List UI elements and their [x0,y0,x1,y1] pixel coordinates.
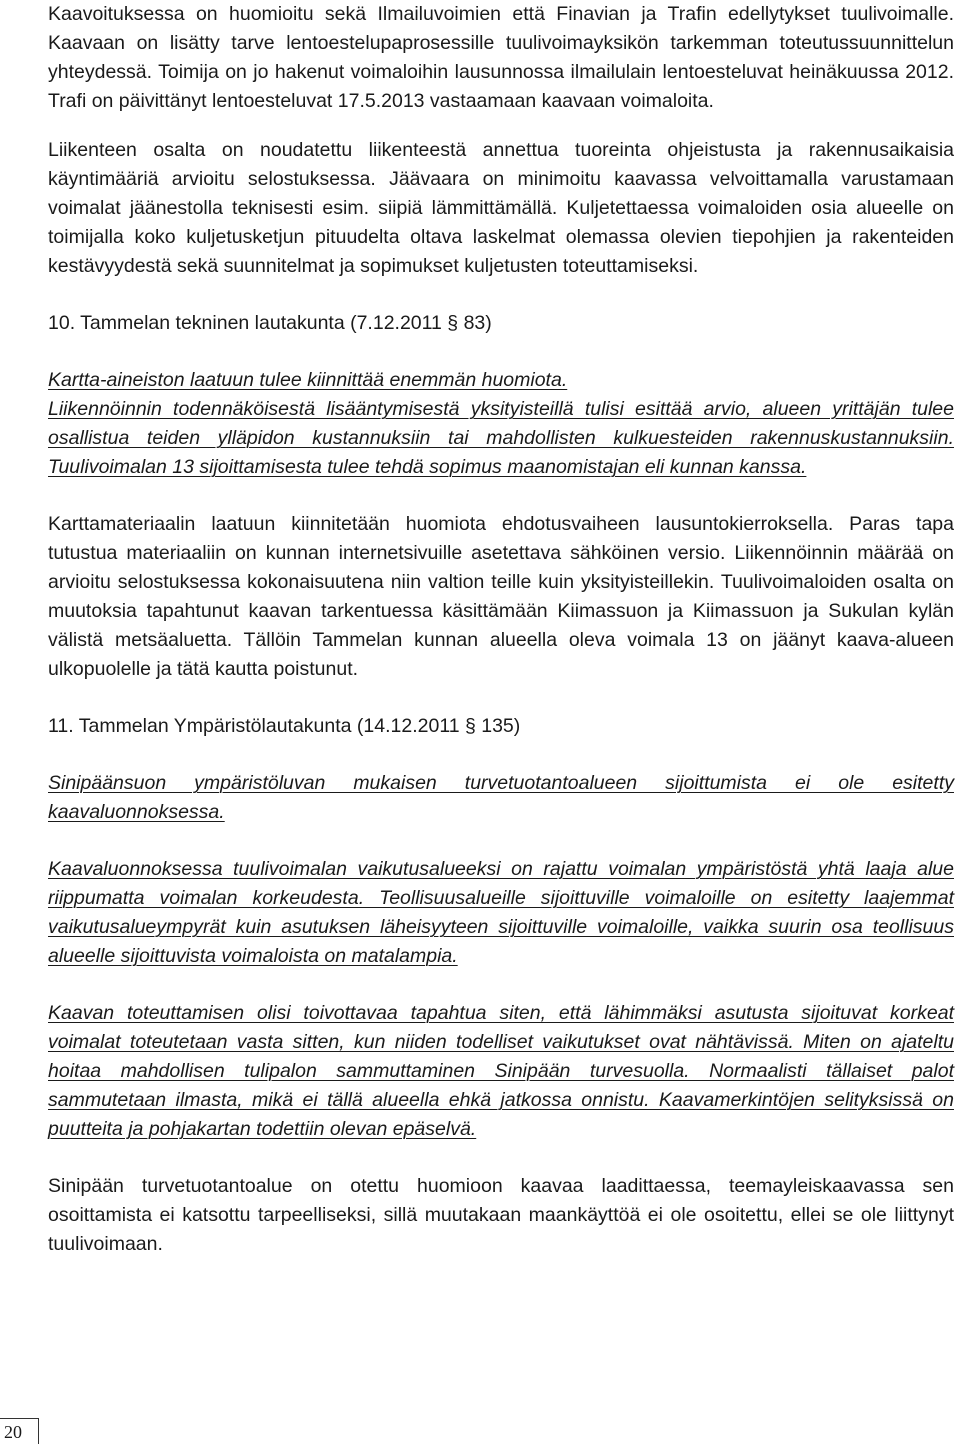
statement-peat-production: Sinipäänsuon ympäristöluvan mukaisen turvetuotantoalueen sijoittumista ei ole esitetty kaavaluonnoksessa. [48,772,954,823]
page-corner-divider [38,1418,39,1444]
statement-private-roads: Liikennöinnin todennäköisestä lisääntymisestä yksityisteillä tulisi esittää arvio, alueen yrittäjän tulee osallistua teiden ylläpidon kustannuksiin tai mahdollisten kulkuesteiden rakennuskustannuksiin. Tuulivoimalan 13 sijoittamisesta tulee tehdä sopimus maanomistajan eli kunnan kanssa. [48,398,954,478]
response-map-material: Karttamateriaalin laatuun kiinnitetään huomiota ehdotusvaiheen lausuntokierroksella. Paras tapa tutustua materiaaliin on kunnan internetsivuille asetettava sähköinen versio. Liikennöinnin määrää on arvioitu selostuksessa kokonaisuutena niin valtion teille kuin yksityisteillekin. Tuulivoimaloiden osalta on muutoksia tapahtunut kaavan tarkentuessa käsittämään Kiimassuon ja Kiimassuon ja Sukulan kylän välistä metsäaluetta. Tällöin Tammelan kunnan alueella oleva voimala 13 on jäänyt kaava-alueen ulkopuolelle ja tätä kautta poistunut. [48,513,954,680]
section-heading-10: 10. Tammelan tekninen lautakunta (7.12.2011 § 83) [48,312,492,334]
statement-impact-zone: Kaavaluonnoksessa tuulivoimalan vaikutusalueeksi on rajattu voimalan ympäristöstä yhtä laaja alue riippumatta voimalan korkeudesta. Teollisuusalueille sijoittuville voimaloille on esitetty laajemmat vaikutusalueympyrät kuin asutuksen läheisyyteen sijoittuville voimaloille, vaikka suurin osa teollisuus alueelle sijoittuvista voimaloista on matalampia. [48,858,954,967]
section-heading-11: 11. Tammelan Ympäristölautakunta (14.12.2011 § 135) [48,715,521,737]
page-number: 20 [4,1422,22,1442]
document-page [48,0,954,1259]
paragraph-aviation: Kaavoituksessa on huomioitu sekä Ilmailuvoimien että Finavian ja Trafin edellytykset tuulivoimalle. Kaavaan on lisätty tarve lentoestelupaprosessille tuulivoimayksikön tarkemman toteutussuunnittelun yhteydessä. Toimija on jo hakenut voimaloihin lausunnossa ilmailulain lentoesteluvat heinäkuussa 2012. Trafi on päivittänyt lentoesteluvat 17.5.2013 vastaamaan kaavaan voimaloita. [48,3,954,112]
page-corner-rule [0,1418,38,1419]
statement-implementation: Kaavan toteuttamisen olisi toivottavaa tapahtua siten, että lähimmäksi asutusta sijoituvat korkeat voimalat toteutetaan vasta sitten, kun niiden todelliset vaikutukset ovat nähtävissä. Miten on ajateltu hoitaa mahdollisen tulipalon sammuttaminen Sinipään turvesuolla. Normaalisti tällaiset palot sammutetaan ilmasta, mikä ei tällä alueella ehkä jatkossa onnistu. Kaavamerkintöjen selityksissä on puutteita ja pohjakartan todettiin olevan epäselvä. [48,1002,954,1140]
paragraph-traffic: Liikenteen osalta on noudatettu liikenteestä annettua tuoreinta ohjeistusta ja rakennusaikaisia käyntimääriä arvioitu selostuksessa. Jäävaara on minimoitu kaavassa velvoittamalla varustamaan voimalat jäänestolla teknisesti esim. siipiä lämmittämällä. Kuljetettaessa voimaloiden osia alueelle on toimijalla koko kuljetusketjun pituudelta oltava laskelmat olemassa olevien tiepohjien ja rakenteiden kestävyydestä sekä suunnitelmat ja sopimukset kuljetusten toteuttamiseksi. [48,139,954,277]
statement-map-quality: Kartta-aineiston laatuun tulee kiinnittää enemmän huomiota. [48,369,568,391]
response-peat-area: Sinipään turvetuotantoalue on otettu huomioon kaavaa laadittaessa, teemayleiskaavassa sen osoittamista ei katsottu tarpeelliseksi, sillä muutakaan maankäyttöä ei ole osoitettu, ellei se ole liittynyt tuulivoimaan. [48,1175,954,1255]
